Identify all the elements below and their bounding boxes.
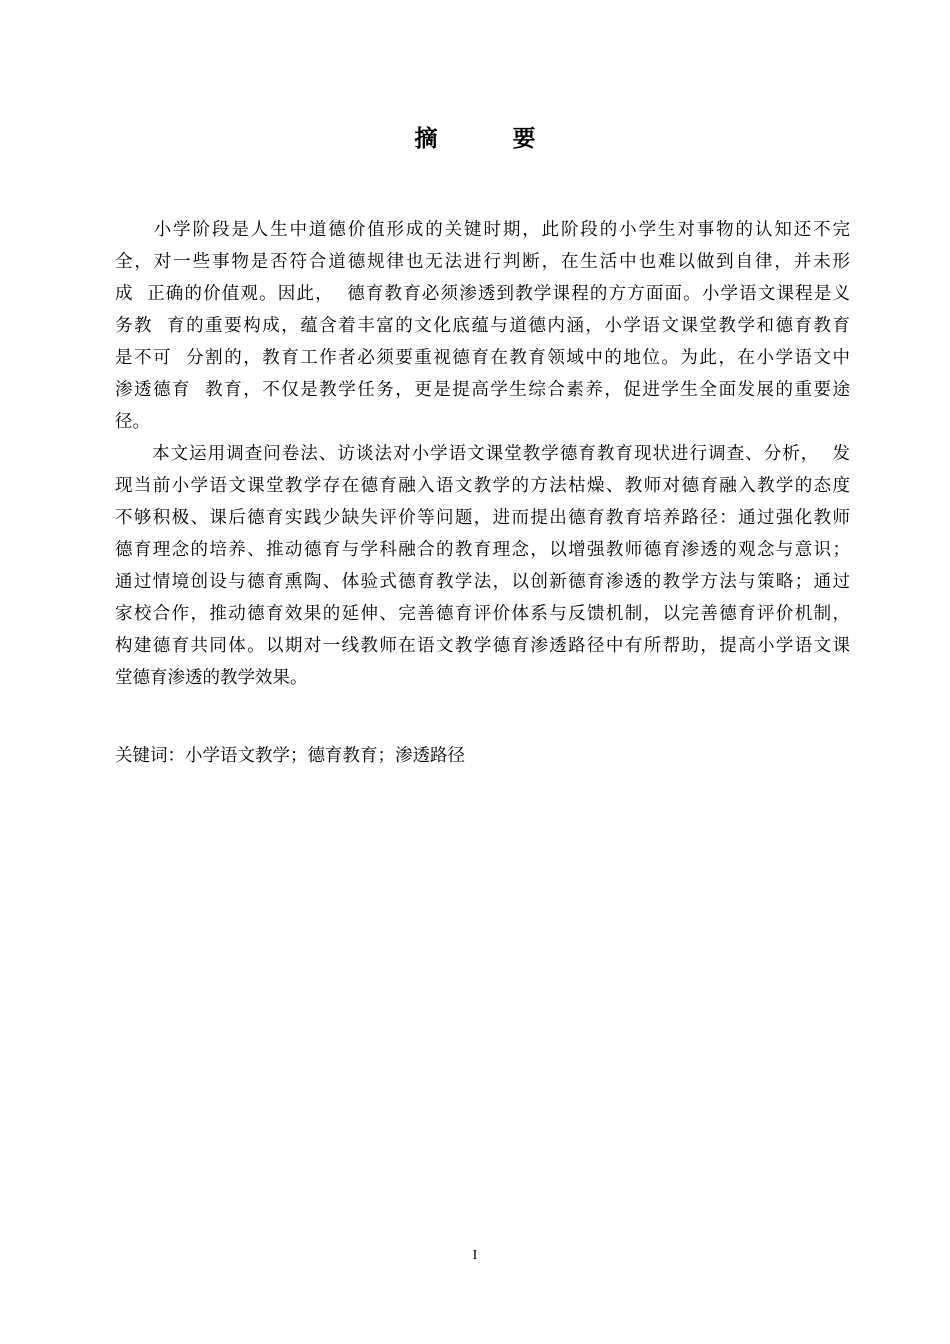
abstract-body: [115, 214, 850, 694]
abstract-paragraph-1: [115, 214, 850, 438]
keywords-line: [115, 740, 465, 772]
abstract-title: 摘 要: [414, 126, 562, 152]
text-line: 渗透德育 教育，不仅是教学任务，更是提高学生综合素养，促进学生全面发展的重要途: [115, 380, 850, 400]
text-line: 构建德育共同体。以期对一线教师在语文教学德育渗透路径中有所帮助，提高小学语文课: [115, 636, 850, 656]
text-line: 家校合作，推动德育效果的延伸、完善德育评价体系与反馈机制，以完善德育评价机制，: [115, 604, 850, 624]
text-line: 本文运用调查问卷法、访谈法对小学语文课堂教学德育教育现状进行调查、分析， 发: [115, 444, 850, 464]
text-line: 小学阶段是人生中道德价值形成的关键时期，此阶段的小学生对事物的认知还不完: [115, 220, 850, 240]
text-line: 成 正确的价值观。因此， 德育教育必须渗透到教学课程的方方面面。小学语文课程是义: [115, 284, 850, 304]
text-line: 不够积极、课后德育实践少缺失评价等问题，进而提出德育教育培养路径：通过强化教师: [115, 508, 850, 528]
text-line: 堂德育渗透的教学效果。: [115, 668, 308, 688]
text-line: 是不可 分割的，教育工作者必须要重视德育在教育领域中的地位。为此，在小学语文中: [115, 348, 850, 368]
text-line: 通过情境创设与德育熏陶、体验式德育教学法，以创新德育渗透的教学方法与策略；通过: [115, 572, 850, 592]
text-line: 务教 育的重要构成，蕴含着丰富的文化底蕴与道德内涵，小学语文课堂教学和德育教育: [115, 316, 850, 336]
keywords-value: 小学语文教学；德育教育；渗透路径: [185, 746, 465, 766]
keywords-label: 关键词：: [115, 746, 185, 766]
page-number: I: [472, 1248, 478, 1263]
text-line: 现当前小学语文课堂教学存在德育融入语文教学的方法枯燥、教师对德育融入教学的态度: [115, 476, 850, 496]
text-line: 径。: [115, 412, 150, 432]
text-line: 全，对一些事物是否符合道德规律也无法进行判断，在生活中也难以做到自律，并未形: [115, 252, 850, 272]
abstract-paragraph-2: [115, 438, 850, 694]
text-line: 德育理念的培养、推动德育与学科融合的教育理念，以增强教师德育渗透的观念与意识；: [115, 540, 850, 560]
